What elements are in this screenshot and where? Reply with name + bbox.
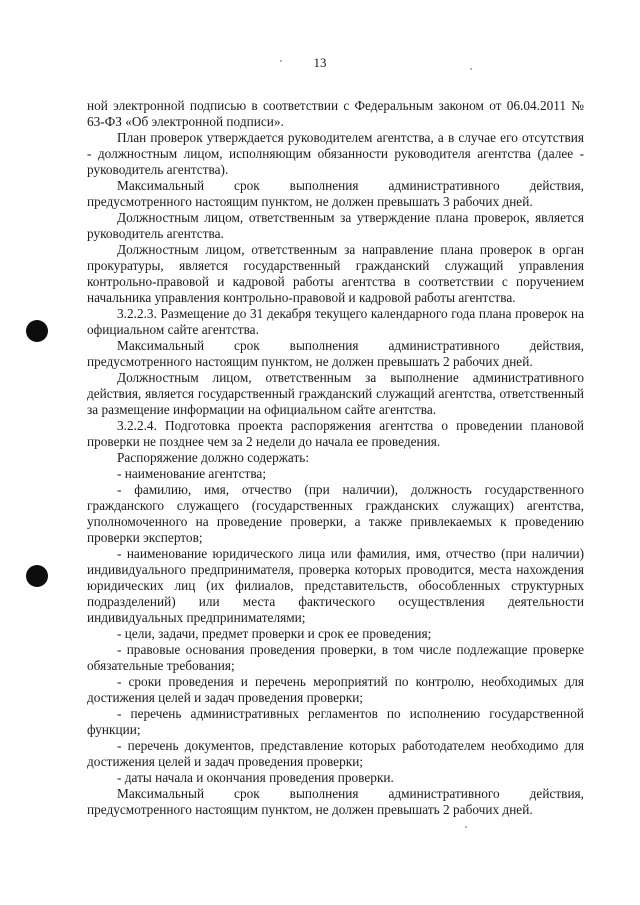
paragraph: - наименование агентства; [117,466,267,481]
paragraph: Должностным лицом, ответственным за выполнение административного действия, является государственный гражданский служащий агентства, ответственный за размещение информации на официальном сайте агентства. [87,370,584,417]
paragraph: Максимальный срок выполнения административного действия, предусмотренного настоящим пунктом, не должен превышать 2 рабочих дней. [87,338,584,369]
paragraph: - правовые основания проведения проверки, в том числе подлежащие проверке обязательные требования; [87,642,584,673]
paragraph: - наименование юридического лица или фамилия, имя, отчество (при наличии) индивидуального предпринимателя, проверка которых проводится, места нахождения юридических лиц (их филиалов, представительств, обособленных структурных подразделений) или места фактического осуществления деятельности индивидуальных предпринимателями; [87,546,584,625]
paragraph: - даты начала и окончания проведения проверки. [117,770,394,785]
paragraph: План проверок утверждается руководителем агентства, а в случае его отсутствия - должностным лицом, исполняющим обязанности руководителя агентства (далее - руководитель агентства). [87,130,584,177]
paragraph: - сроки проведения и перечень мероприятий по контролю, необходимых для достижения целей и задач проведения проверки; [87,674,584,705]
paragraph: 3.2.2.4. Подготовка проекта распоряжения агентства о проведении плановой проверки не позднее чем за 2 недели до начала ее проведения. [87,418,584,449]
punch-hole-bottom [26,565,48,587]
page-number: 13 [313,55,327,70]
paragraph: - фамилию, имя, отчество (при наличии), должность государственного гражданского служащего (государственных гражданских служащих) агентства, уполномоченного на проведение проверки, а также привлекаемых к проведению проверки экспертов; [87,482,584,545]
document-body [87,98,584,818]
paragraph: Максимальный срок выполнения административного действия, предусмотренного настоящим пунктом, не должен превышать 3 рабочих дней. [87,178,584,209]
paragraph: Распоряжение должно содержать: [117,450,310,465]
scan-speck [465,826,467,828]
paragraph: - перечень административных регламентов по исполнению государственной функции; [87,706,584,737]
paragraph: 3.2.2.3. Размещение до 31 декабря текущего календарного года плана проверок на официальном сайте агентства. [87,306,584,337]
paragraph: Максимальный срок выполнения административного действия, предусмотренного настоящим пунктом, не должен превышать 2 рабочих дней. [87,786,584,817]
punch-hole-top [26,320,48,342]
scan-speck [470,68,472,70]
paragraph: - цели, задачи, предмет проверки и срок ее проведения; [117,626,432,641]
scan-speck [280,60,282,62]
paragraph: Должностным лицом, ответственным за утверждение плана проверок, является руководитель агентства. [87,210,584,241]
paragraph: - перечень документов, представление которых работодателем необходимо для достижения целей и задач проведения проверки; [87,738,584,769]
paragraph: Должностным лицом, ответственным за направление плана проверок в орган прокуратуры, является государственный гражданский служащий управления контрольно-правовой и кадровой работы агентства в соответствии с поручением начальника управления контрольно-правовой и кадровой работы агентства. [87,242,584,305]
paragraph: ной электронной подписью в соответствии с Федеральным законом от 06.04.2011 № 63-ФЗ «Об электронной подписи». [87,98,584,129]
